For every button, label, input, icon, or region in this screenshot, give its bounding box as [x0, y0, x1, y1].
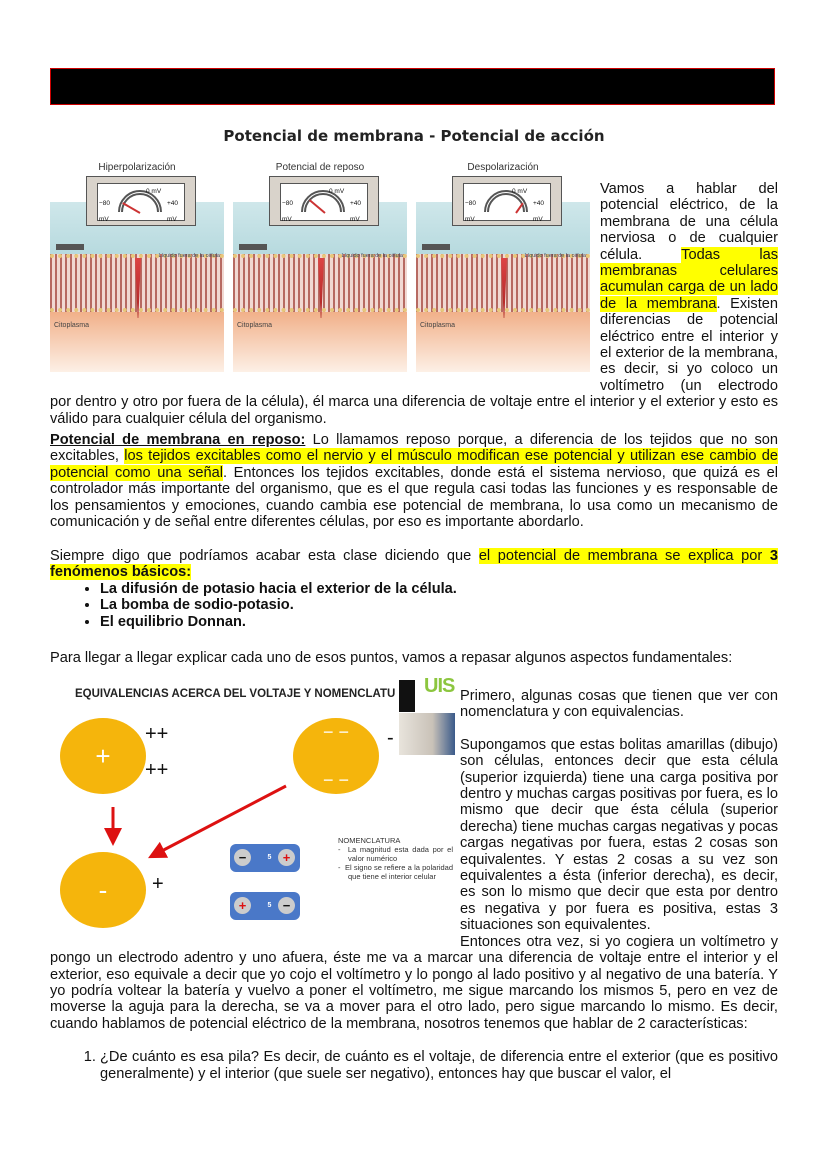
characteristics-list: [50, 1049, 778, 1082]
intro-fundamentals: Para llegar a llegar explicar cada uno de esos puntos, vamos a repasar algunos aspectos fundamentales:: [50, 650, 733, 666]
equivalences-section: [50, 675, 778, 1082]
intro-section: [50, 162, 778, 427]
panel-resting-potential: [233, 160, 407, 372]
panel-hyperpolarization: [50, 160, 224, 372]
voltmeter: 0 mV −80 mV +40 mV: [86, 176, 196, 226]
highlighted-text: el potencial de membrana se explica por: [478, 548, 770, 564]
list-item: 1. ¿De cuánto es esa pila? Es decir, de cuánto es el voltaje, de diferencia entre el exterior (que es positivo generalmente) y el interior (que suele ser negativo), entonces hay que buscar el valor, el: [100, 1049, 778, 1082]
voltmeter: 0 mV −80 mV +40 mV: [452, 176, 562, 226]
nomenclature-item: - La magnitud esta dada por el valor numérico: [338, 845, 453, 863]
list-item: • La bomba de sodio-potasio.: [100, 597, 778, 613]
list-item: • El equilibrio Donnan.: [100, 614, 778, 630]
nomenclature-title: NOMENCLATURA: [338, 836, 401, 845]
phenomena-paragraph: [50, 548, 778, 630]
panel-depolarization: [416, 160, 590, 372]
resting-potential-paragraph: [50, 432, 778, 530]
cell-negative-charges: − − − −: [293, 718, 379, 794]
nomenclature-item: - El signo se refiere a la polaridad que tiene el interior celular: [338, 863, 453, 881]
paragraph-text: Siempre digo que podríamos acabar esta clase diciendo que: [50, 548, 479, 564]
outside-label: Líquido fuera de la célula: [341, 253, 403, 259]
paragraph-text: Primero, algunas cosas que tienen que ver con nomenclatura y con equivalencias.: [460, 688, 778, 721]
cytoplasm-label: Citoplasma: [54, 322, 90, 329]
ground-electrode-icon: [56, 244, 84, 250]
uis-logo: UIS: [424, 675, 455, 697]
equivalences-slide: [50, 675, 460, 948]
intro-text-cont: . Existen diferencias de potencial eléctrico entre el interior y el exterior de la membrana, es decir, si yo coloco un voltímetro (un electrodo por dentro y otro por fuera de la célula), él marca una diferencia de voltaje entre el interior y el exterior y esto es válido para cualquier célula del organismo.: [50, 295, 778, 427]
ground-electrode-icon: [239, 244, 267, 250]
redacted-header-bar: [50, 68, 775, 105]
outside-label: Líquido fuera de la célula: [158, 253, 220, 259]
voltmeter: 0 mV −80 mV +40 mV: [269, 176, 379, 226]
battery-icon-flipped: + 5 −: [230, 892, 300, 920]
membrane-potential-figure: [50, 162, 600, 381]
list-item: • La difusión de potasio hacia el exterior de la célula.: [100, 581, 778, 597]
cell-negative-inside: -: [60, 852, 146, 928]
charge-sign: ++: [145, 759, 169, 781]
ground-electrode-icon: [422, 244, 450, 250]
panel-caption: Despolarización: [467, 162, 539, 173]
page-title: Potencial de membrana - Potencial de acción: [223, 127, 605, 145]
charge-sign: -: [387, 727, 394, 749]
battery-icon: − 5 +: [230, 844, 300, 872]
paragraph-text: Supongamos que estas bolitas amarillas (dibujo) son células, entonces decir que esta célula (superior izquierda) tiene una carga positiva por dentro y muchas cargas positivas por fuera, es lo mismo que decir que ésta célula (superior derecha) tiene muchas cargas negativas y pocas cargas negativas por fuera, estas 2 cosas son equivalentes. Y estas 2 cosas a su vez son equivalentes a ésta (inferior derecha), es decir, es son lo mismo que decir que esta por dentro es negativa y por fuera es positiva, estas 3 situaciones son equivalentes.: [460, 736, 778, 934]
slide-title: EQUIVALENCIAS ACERCA DEL VOLTAJE Y NOMENCLATU: [75, 688, 396, 700]
paragraph-text: Entonces otra vez, si yo cogiera un voltímetro y pongo un electrodo adentro y uno afuera, éste me va a marcar una diferencia de voltaje entre el interior y el exterior, eso equivale a decir que yo cojo el voltímetro y lo pongo al lado positivo y al negativo de una batería. Y yo podría voltear la batería y vuelvo a poner el voltímetro, me sigue marcando los mismos 5, pero en vez de moverse la aguja para la derecha, se va a mover para el otro lado, pero sigue marcando lo mismo. Es decir, cuando hablamos de potencial eléctrico de la membrana, nosotros tenemos que hablar de 2 características:: [50, 933, 778, 1032]
intro-text: Vamos a hablar del potencial eléctrico, de la membrana de una célula nerviosa o de cualquier célula.: [600, 181, 778, 263]
outside-label: Líquido fuera de la célula: [524, 253, 586, 259]
cytoplasm-label: Citoplasma: [420, 322, 456, 329]
paragraph-text: Lo llamamos reposo porque, a diferencia de los tejidos que no son excitables,: [50, 432, 778, 465]
phenomena-list: [50, 581, 778, 630]
charge-sign: +: [152, 873, 164, 895]
panel-caption: Potencial de reposo: [275, 162, 365, 173]
charge-sign: ++: [145, 723, 169, 745]
nomenclature-box: [338, 836, 453, 881]
highlighted-bold-text: 3 fenómenos básicos:: [50, 548, 778, 581]
highlighted-text: los tejidos excitables como el nervio y el músculo modifican ese potencial y utilizan ese cambio de potencial como una señal: [50, 448, 778, 481]
paragraph-text: . Entonces los tejidos excitables, donde está el sistema nervioso, que quizá es el controlador más importante del organismo, que es el que regula casi todas las funciones y es responsable de los pensamientos y emociones, cuando cambia ese potencial de membrana, lo usa como un mecanismo de comunicación y de señal entre diferentes células, por eso es importante abordarlo.: [50, 464, 778, 531]
cell-positive-inside: +: [60, 718, 146, 794]
section-heading: Potencial de membrana en reposo:: [50, 432, 306, 448]
highlighted-text: Todas las membranas celulares acumulan carga de un lado de la membrana: [600, 246, 778, 312]
cytoplasm-label: Citoplasma: [237, 322, 273, 329]
panel-caption: Hiperpolarización: [98, 162, 176, 173]
